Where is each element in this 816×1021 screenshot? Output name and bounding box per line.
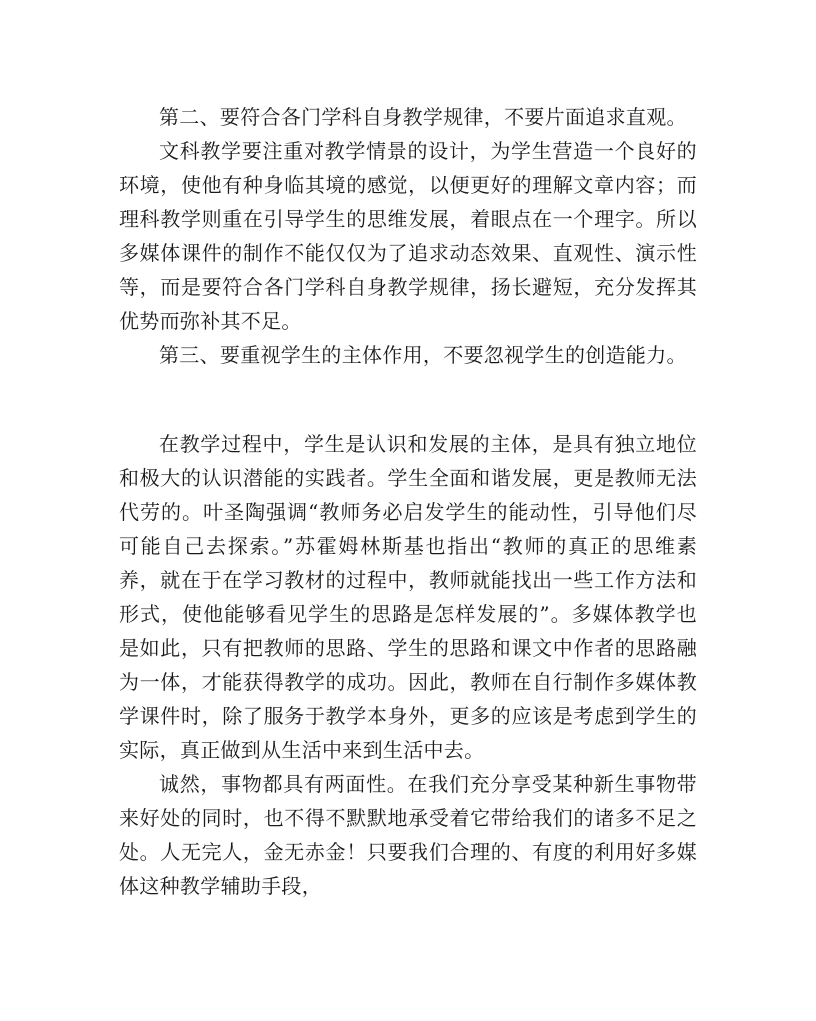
paragraph-conclusion: 诚然，事物都具有两面性。在我们充分享受某种新生事物带来好处的同时，也不得不默默地承受着它带给我们的诸多不足之处。人无完人，金无赤金！只要我们合理的、有度的利用好多媒体这种教学辅助手段， — [119, 772, 697, 898]
text-block-upper — [119, 100, 697, 372]
heading-point-three: 第三、要重视学生的主体作用，不要忽视学生的创造能力。 — [159, 343, 687, 367]
paragraph-student-subject: 在教学过程中，学生是认识和发展的主体，是具有独立地位和极大的认识潜能的实践者。学生全面和谐发展，更是教师无法代劳的。叶圣陶强调“教师务必启发学生的能动性，引导他们尽可能自己去探索。”苏霍姆林斯基也指出“教师的真正的思维素养，就在于在学习教材的过程中，教师就能找出一些工作方法和形式，使他能够看见学生的思路是怎样发展的”。多媒体教学也是如此，只有把教师的思路、学生的思路和课文中作者的思路融为一体，才能获得教学的成功。因此，教师在自行制作多媒体教学课件时，除了服务于教学本身外，更多的应该是考虑到学生的实际，真正做到从生活中来到生活中去。 — [119, 432, 697, 762]
text-block-lower — [119, 427, 697, 903]
paragraph-subject-rules: 文科教学要注重对教学情景的设计，为学生营造一个良好的环境，使他有种身临其境的感觉，以便更好的理解文章内容；而理科教学则重在引导学生的思维发展，着眼点在一个理字。所以多媒体课件的制作不能仅仅为了追求动态效果、直观性、演示性等，而是要符合各门学科自身教学规律，扬长避短，充分发挥其优势而弥补其不足。 — [119, 139, 697, 333]
heading-point-two: 第二、要符合各门学科自身教学规律，不要片面追求直观。 — [159, 105, 687, 129]
